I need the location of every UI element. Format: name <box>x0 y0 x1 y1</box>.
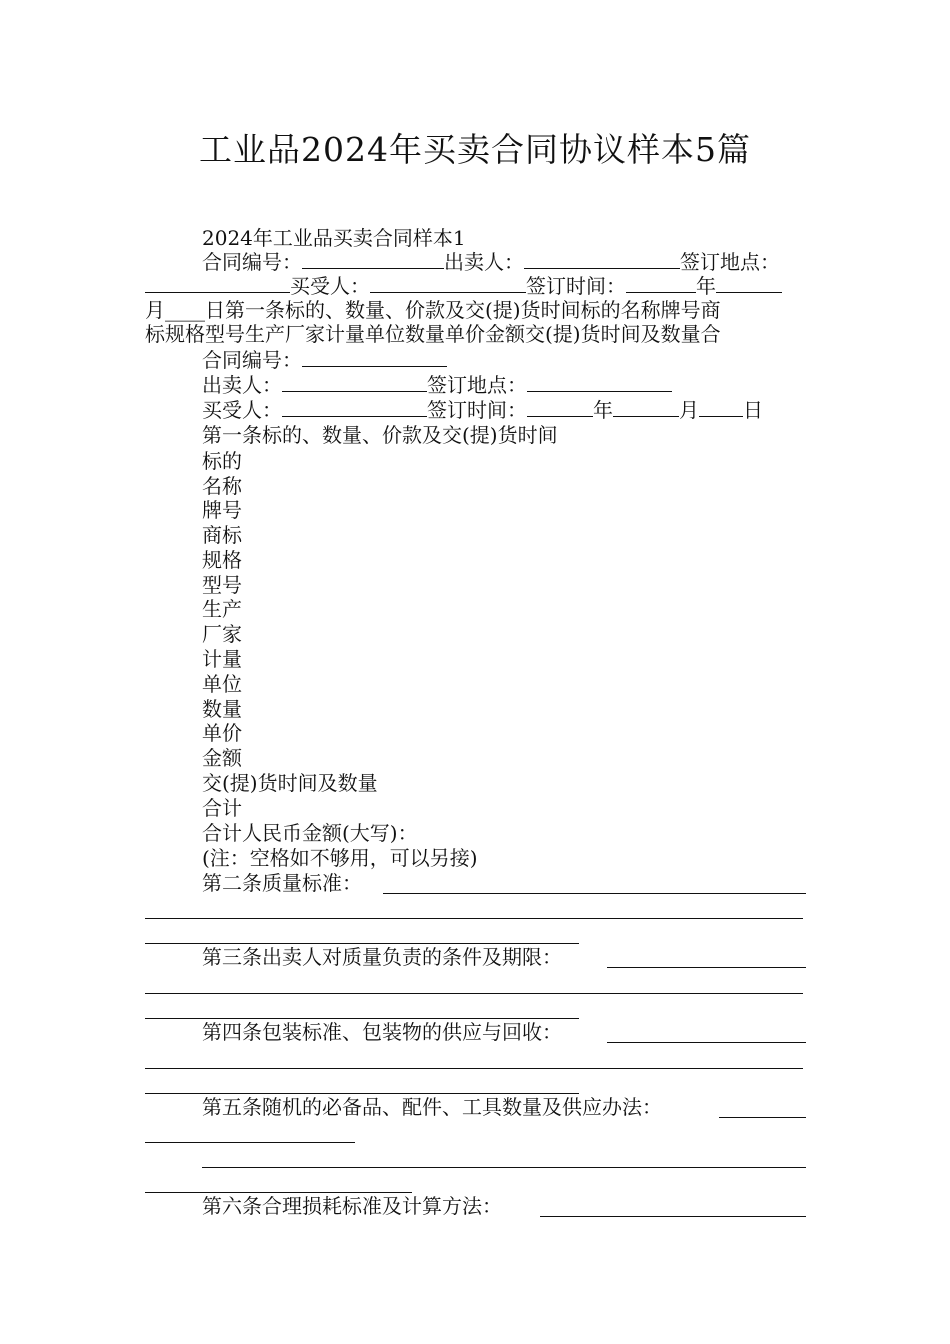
contract-no-label: 合同编号： <box>202 250 302 274</box>
table-field: 商标 <box>202 523 242 547</box>
seller-blank <box>524 250 680 269</box>
para1-line2 <box>145 274 782 298</box>
table-field: 标的 <box>202 449 242 473</box>
seller-label: 出卖人： <box>444 250 524 274</box>
contract-no-blank <box>302 250 444 269</box>
para1-line1 <box>202 250 780 274</box>
year-label: 年 <box>696 274 716 298</box>
day-label: 日 <box>743 398 763 422</box>
sign-place-label: 签订地点： <box>680 250 780 274</box>
buyer-label: 买受人： <box>202 398 282 422</box>
contract-subtitle: 2024年工业品买卖合同样本1 <box>202 226 466 250</box>
table-field: 合计 <box>202 796 242 820</box>
table-field: 规格 <box>202 548 242 572</box>
document-title: 工业品2024年买卖合同协议样本5篇 <box>199 130 751 169</box>
seller-row <box>202 373 672 397</box>
table-field: 计量 <box>202 647 242 671</box>
fill-line <box>145 1142 355 1143</box>
fill-line <box>607 967 806 968</box>
year-label: 年 <box>593 398 613 422</box>
table-field: 单位 <box>202 672 242 696</box>
sign-time-label: 签订时间： <box>526 274 626 298</box>
table-field: 名称 <box>202 474 242 498</box>
fill-line <box>145 918 803 919</box>
contract-no-row <box>202 348 447 372</box>
fill-line <box>607 1042 806 1043</box>
table-field: 数量 <box>202 697 242 721</box>
article-2: 第二条质量标准： <box>202 871 362 895</box>
fill-line <box>202 1167 806 1168</box>
sign-time-label: 签订时间： <box>427 398 527 422</box>
fill-line <box>145 1018 579 1019</box>
table-field: 型号 <box>202 573 242 597</box>
year-blank <box>626 274 696 293</box>
contract-no-label: 合同编号： <box>202 348 302 372</box>
buyer-blank <box>370 274 526 293</box>
table-field: 单价 <box>202 721 242 745</box>
month-blank <box>716 274 782 293</box>
contract-no-blank <box>302 348 447 367</box>
year-blank <box>527 398 593 417</box>
fill-line <box>145 993 803 994</box>
total-rmb: 合计人民币金额(大写)： <box>202 821 418 845</box>
table-field: 厂家 <box>202 622 242 646</box>
table-field: 牌号 <box>202 498 242 522</box>
article-3: 第三条出卖人对质量负责的条件及期限： <box>202 945 562 969</box>
article1-title: 第一条标的、数量、价款及交(提)货时间 <box>202 423 558 447</box>
month-blank <box>613 398 679 417</box>
article-5: 第五条随机的必备品、配件、工具数量及供应办法： <box>202 1095 662 1119</box>
table-field: 生产 <box>202 597 242 621</box>
article-4: 第四条包装标准、包装物的供应与回收： <box>202 1020 562 1044</box>
sign-place-blank <box>527 373 672 392</box>
para1-line3: 月____日第一条标的、数量、价款及交(提)货时间标的名称牌号商 <box>145 298 721 322</box>
fill-line <box>540 1216 806 1217</box>
seller-label: 出卖人： <box>202 373 282 397</box>
fill-line <box>145 943 579 944</box>
buyer-label: 买受人： <box>290 274 370 298</box>
fill-line <box>145 1192 412 1193</box>
note: (注：空格如不够用，可以另接) <box>202 846 478 870</box>
buyer-blank <box>282 398 427 417</box>
fill-line <box>719 1117 806 1118</box>
fill-line <box>145 1068 803 1069</box>
article-6: 第六条合理损耗标准及计算方法： <box>202 1194 502 1218</box>
para1-line4: 标规格型号生产厂家计量单位数量单价金额交(提)货时间及数量合 <box>145 322 721 346</box>
table-field: 交(提)货时间及数量 <box>202 771 378 795</box>
table-field: 金额 <box>202 746 242 770</box>
sign-place-label: 签订地点： <box>427 373 527 397</box>
fill-line <box>145 1093 579 1094</box>
month-label: 月 <box>679 398 699 422</box>
buyer-row <box>202 398 763 422</box>
day-blank <box>699 398 743 417</box>
seller-blank <box>282 373 427 392</box>
sign-place-blank <box>145 274 290 293</box>
fill-line <box>383 893 806 894</box>
